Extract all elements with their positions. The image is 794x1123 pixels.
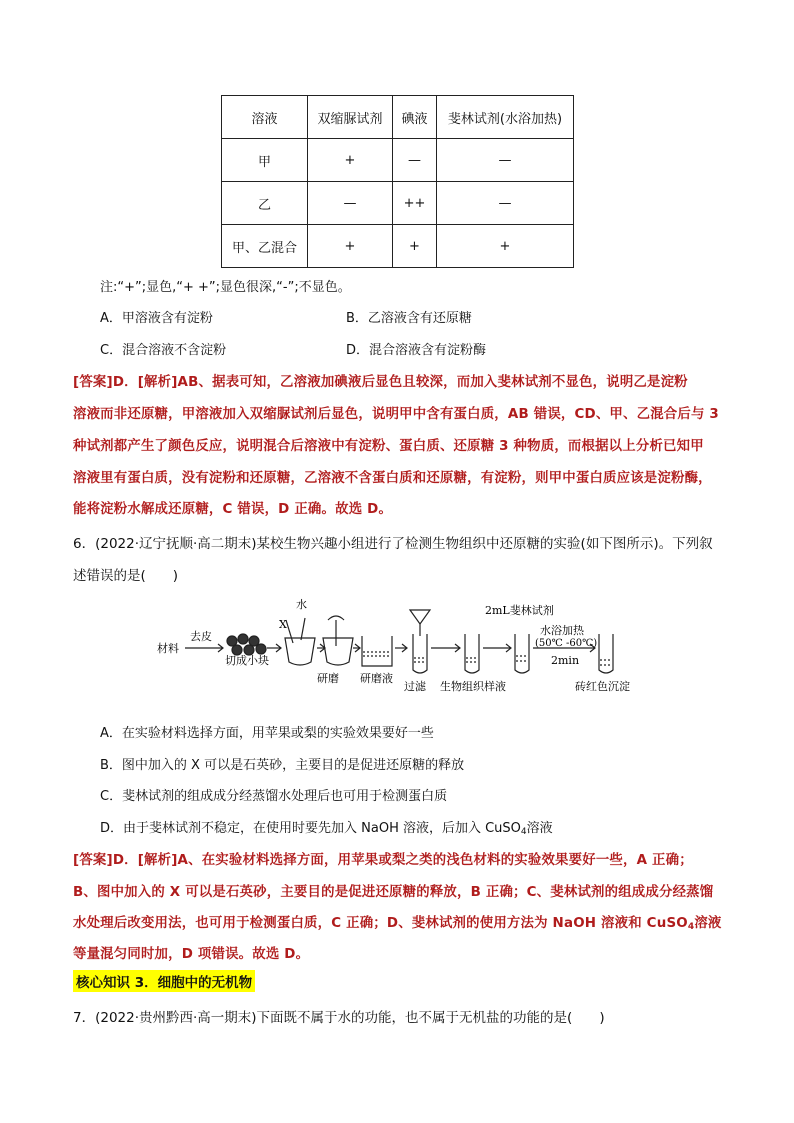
figure-label-x: X — [279, 618, 287, 631]
test-tube-icon — [599, 634, 613, 673]
table-cell: 甲 — [222, 139, 308, 182]
table-header-cell: 碘液 — [393, 96, 437, 139]
q6-answer-line: 等量混匀同时加，D 项错误。故选 D。 — [73, 947, 310, 962]
table-cell: — — [437, 182, 574, 225]
q6-answer-suffix: 溶液 — [694, 916, 722, 931]
figure-label-filter: 过滤 — [404, 680, 426, 693]
q6-answer-text: 水处理后改变用法，也可用于检测蛋白质，C 正确；D、斐林试剂的使用方法为 NaOH 溶液和 CuSO — [73, 916, 688, 931]
figure-label-bath: 水浴加热 — [540, 624, 584, 637]
q6-option-b: B．图中加入的 X 可以是石英砂，主要目的是促进还原糖的释放 — [100, 758, 465, 773]
q6-answer-line: [答案]D．[解析]A、在实验材料选择方面，用苹果或梨之类的浅色材料的实验效果要好一些，A 正确； — [73, 853, 693, 868]
table-cell: — — [437, 139, 574, 182]
q6-stem-line2: 述错误的是( ) — [73, 568, 179, 584]
test-tube-icon — [465, 634, 479, 673]
subscript: 4 — [687, 922, 695, 932]
table-header-cell: 双缩脲试剂 — [308, 96, 393, 139]
table-row — [222, 182, 574, 225]
table-row — [222, 139, 574, 182]
table-cell: + — [308, 139, 393, 182]
q5-option-b: B．乙溶液含有还原糖 — [346, 311, 472, 326]
q5-option-a: A．甲溶液含有淀粉 — [100, 311, 213, 326]
table-cell: + — [308, 225, 393, 268]
q6-stem-line1: 6．(2022·辽宁抚顺·高二期末)某校生物兴趣小组进行了检测生物组织中还原糖的实验(如下图所示)。下列叙 — [73, 536, 713, 552]
table-cell: + — [437, 225, 574, 268]
table-cell: 甲、乙混合 — [222, 225, 308, 268]
subscript: 4 — [520, 827, 527, 837]
table-cell: — — [308, 182, 393, 225]
filter-funnel-icon — [410, 610, 430, 673]
experiment-figure — [155, 598, 665, 698]
figure-label-grind-liquid: 研磨液 — [360, 672, 393, 685]
q6-answer-line — [73, 912, 722, 932]
test-tube-icon — [515, 634, 529, 673]
figure-label-peel: 去皮 — [190, 630, 212, 643]
figure-label-grind: 研磨 — [317, 672, 339, 685]
q5-option-c: C．混合溶液不含淀粉 — [100, 343, 227, 358]
q5-answer-line: 能将淀粉水解成还原糖，C 错误，D 正确。故选 D。 — [73, 502, 393, 517]
table-cell: + — [393, 225, 437, 268]
figure-label-time: 2min — [551, 654, 580, 667]
section-title: 核心知识 3．细胞中的无机物 — [73, 970, 255, 992]
figure-label-material: 材料 — [157, 642, 179, 655]
table-header-cell: 斐林试剂(水浴加热) — [437, 96, 574, 139]
q5-option-d: D．混合溶液含有淀粉酶 — [346, 343, 487, 358]
q6-option-d-suffix: 溶液 — [526, 821, 553, 836]
q6-answer-line: B、图中加入的 X 可以是石英砂，主要目的是促进还原糖的释放，B 正确；C、斐林试剂的组成成分经蒸馏 — [73, 885, 714, 900]
table-note: 注:“+”;显色,“+ +”;显色很深,“-”;不显色。 — [100, 280, 351, 295]
table-cell: ++ — [393, 182, 437, 225]
q5-answer-line: 溶液里有蛋白质，没有淀粉和还原糖，乙溶液不含蛋白质和还原糖，有淀粉，则甲中蛋白质应该是淀粉酶， — [73, 471, 712, 486]
apple-pieces-icon — [227, 634, 266, 655]
figure-label-sample: 生物组织样液 — [440, 680, 506, 693]
mortar-icon — [285, 618, 315, 665]
figure-label-result: 砖红色沉淀 — [575, 680, 630, 693]
beaker-icon — [362, 636, 392, 666]
q5-answer-line: 种试剂都产生了颜色反应，说明混合后溶液中有淀粉、蛋白质、还原糖 3 种物质，而根据以上分析已知甲 — [73, 439, 704, 454]
table-cell: 乙 — [222, 182, 308, 225]
figure-label-reagent: 2mL斐林试剂 — [485, 604, 554, 617]
table-header-row — [222, 96, 574, 139]
q6-option-d — [100, 817, 553, 837]
results-table — [221, 95, 574, 268]
figure-label-temp: (50℃ -60℃) — [535, 638, 598, 649]
q6-option-a: A．在实验材料选择方面，用苹果或梨的实验效果要好一些 — [100, 726, 434, 741]
figure-label-water: 水 — [296, 598, 307, 611]
q5-answer-line: [答案]D．[解析]AB、据表可知，乙溶液加碘液后显色且较深，而加入斐林试剂不显色，说明乙是淀粉 — [73, 375, 688, 390]
q6-option-d-text: D．由于斐林试剂不稳定，在使用时要先加入 NaOH 溶液，后加入 CuSO — [100, 821, 521, 836]
q5-answer-line: 溶液而非还原糖，甲溶液加入双缩脲试剂后显色，说明甲中含有蛋白质，AB 错误，CD、甲、乙混合后与 3 — [73, 407, 719, 422]
table-row — [222, 225, 574, 268]
table-cell: — — [393, 139, 437, 182]
table-header-cell: 溶液 — [222, 96, 308, 139]
q7-stem: 7．(2022·贵州黔西·高一期末)下面既不属于水的功能，也不属于无机盐的功能的是( ) — [73, 1010, 605, 1026]
figure-label-cut: 切成小块 — [225, 654, 269, 667]
mortar-pestle-icon — [323, 616, 353, 665]
q6-option-c: C．斐林试剂的组成成分经蒸馏水处理后也可用于检测蛋白质 — [100, 789, 448, 804]
